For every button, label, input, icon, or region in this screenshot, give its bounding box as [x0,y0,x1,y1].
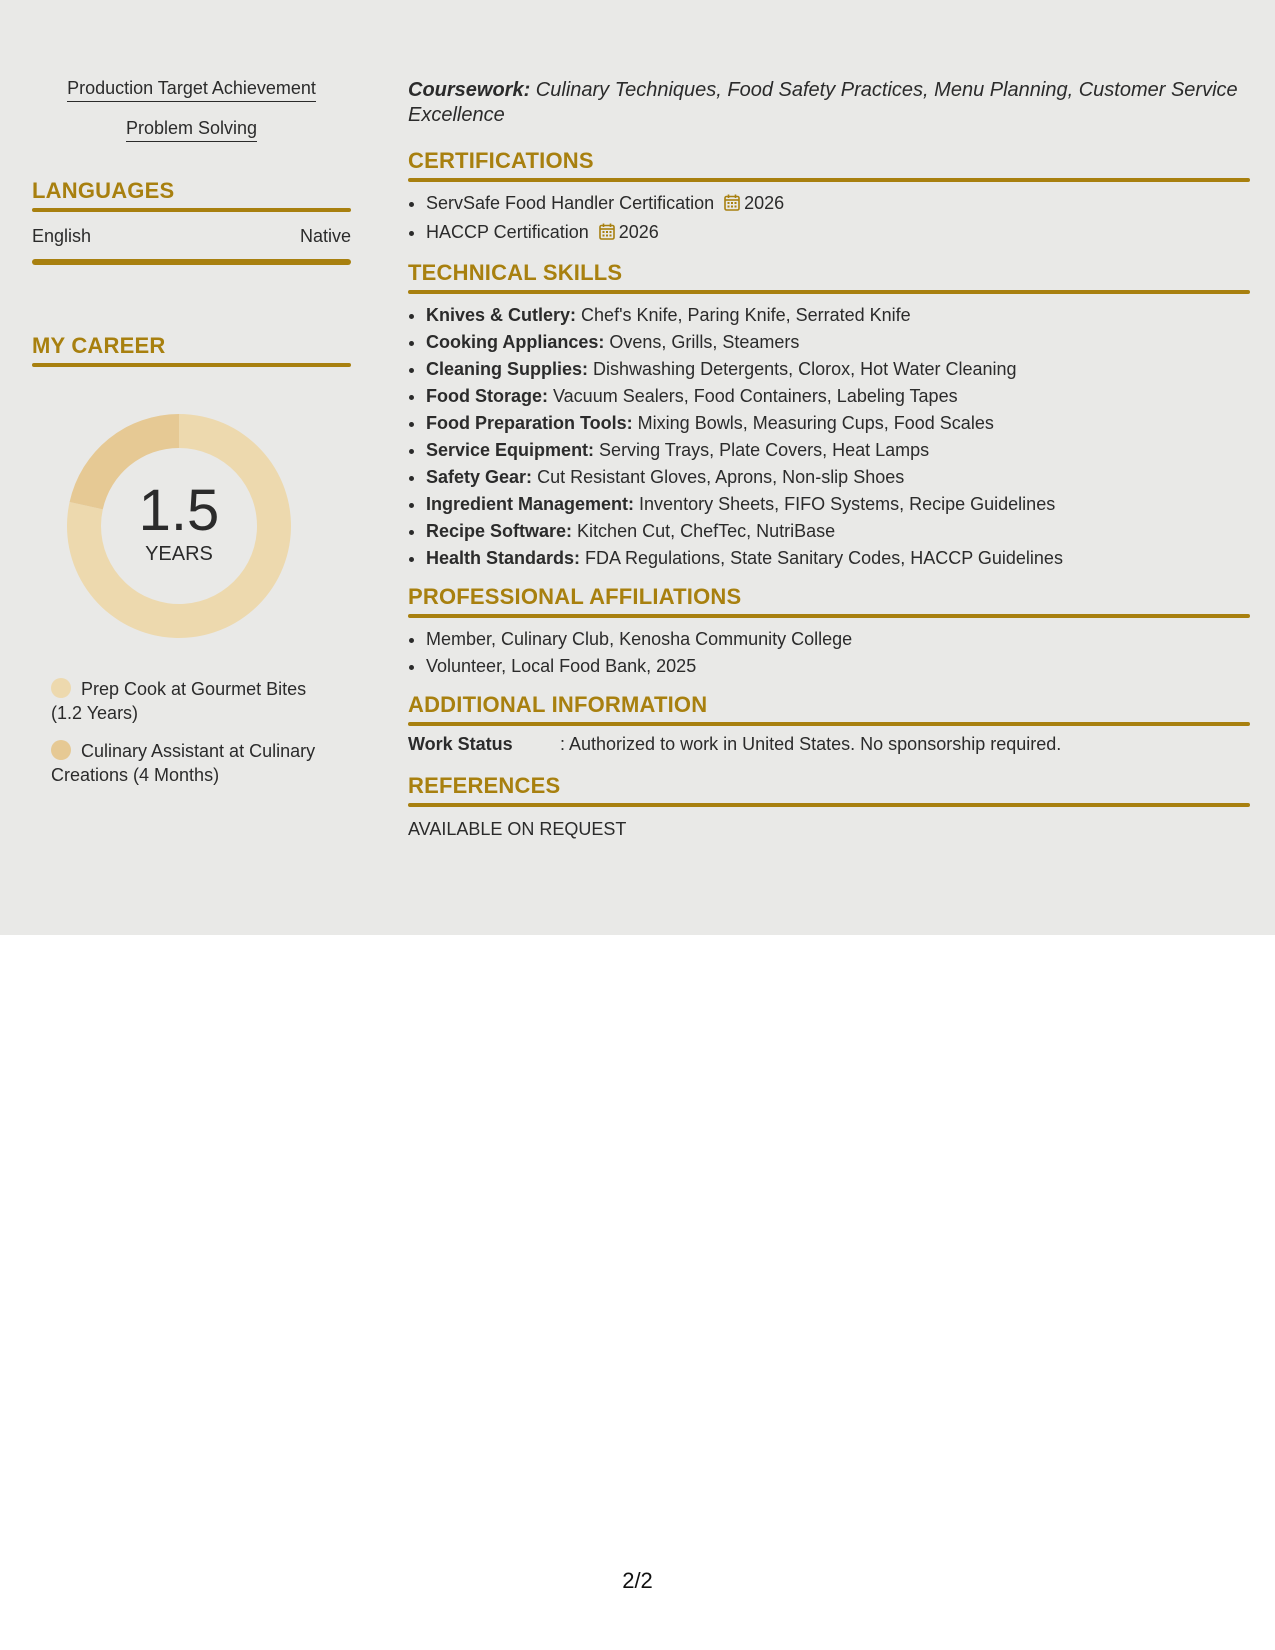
section-rule [32,208,351,212]
donut-center [64,478,294,566]
skill-category: Cooking Appliances: [426,332,605,352]
career-total-unit: YEARS [145,543,213,565]
certification-item [426,219,1250,248]
section-title-career: MY CAREER [32,333,166,358]
section-title-certifications: CERTIFICATIONS [408,148,594,173]
work-status-row [408,734,1250,755]
skill-values: Inventory Sheets, FIFO Systems, Recipe Guidelines [634,494,1056,514]
affiliation-item: • Volunteer, Local Food Bank, 2025 [426,653,1250,680]
skill-values: Vacuum Sealers, Food Containers, Labeling Tapes [548,386,958,406]
skill-item [426,356,1250,383]
skill-category: Health Standards: [426,548,581,568]
coursework [408,78,1250,128]
legend-label: Culinary Assistant at Culinary Creations (4 Months) [51,741,316,785]
legend-item [51,739,341,787]
skill-category: Knives & Cutlery: [426,305,577,325]
skill-item [426,437,1250,464]
page-number: 2/2 [622,1568,653,1593]
coursework-label: Coursework: [408,79,531,101]
career-donut-chart [64,411,294,641]
section-title-references: REFERENCES [408,773,561,798]
section-title-languages: LANGUAGES [32,178,175,203]
references-text: AVAILABLE ON REQUEST [408,819,627,839]
certification-year: 2026 [618,222,659,242]
work-status-value: : Authorized to work in United States. No sponsorship required. [560,734,1062,754]
section-rule [408,614,1250,618]
skill-item [426,302,1250,329]
skill-category: Safety Gear: [426,467,533,487]
coursework-text: Culinary Techniques, Food Safety Practices, Menu Planning, Customer Service Excellence [408,79,1238,126]
legend-dot [51,678,71,698]
languages-section [32,178,351,265]
skill-values: Chef's Knife, Paring Knife, Serrated Knife [576,305,911,325]
right-column [408,78,1250,840]
skill-item [426,464,1250,491]
skill-item [426,329,1250,356]
language-name: English [32,226,92,246]
skill-values: FDA Regulations, State Sanitary Codes, HACCP Guidelines [580,548,1063,568]
certification-name: ServSafe Food Handler Certification [426,193,715,213]
certification-year: 2026 [744,193,785,213]
calendar-icon [599,221,615,248]
left-column [32,78,351,801]
skill-item [426,518,1250,545]
skill-link[interactable]: Production Target Achievement [67,78,316,102]
work-status-label: Work Status [408,734,513,754]
affiliations-list [408,626,1250,680]
certifications-section [408,148,1250,248]
certifications-list [408,190,1250,248]
section-rule [408,722,1250,726]
skill-values: Dishwashing Detergents, Clorox, Hot Water Cleaning [588,359,1017,379]
skill-values: Kitchen Cut, ChefTec, NutriBase [572,521,836,541]
section-rule [408,803,1250,807]
additional-info-section [408,692,1250,755]
skill-item [426,410,1250,437]
skill-link[interactable]: Problem Solving [126,118,257,142]
technical-skills-section [408,260,1250,572]
certification-item [426,190,1250,219]
legend-dot [51,740,71,760]
skill-category: Cleaning Supplies: [426,359,589,379]
skill-item [426,491,1250,518]
career-total-years: 1.5 [138,478,220,543]
language-level: Native [299,226,351,246]
section-title-technical-skills: TECHNICAL SKILLS [408,260,623,285]
references-section [408,773,1250,840]
skill-values: Ovens, Grills, Steamers [604,332,800,352]
skill-category: Food Preparation Tools: [426,413,633,433]
language-proficiency-bar [32,259,351,265]
skill-values: Cut Resistant Gloves, Aprons, Non-slip Shoes [532,467,905,487]
career-section [32,333,351,787]
skill-item [426,383,1250,410]
section-rule [408,178,1250,182]
section-title-additional-info: ADDITIONAL INFORMATION [408,692,708,717]
certification-name: HACCP Certification [426,222,589,242]
section-title-affiliations: PROFESSIONAL AFFILIATIONS [408,584,742,609]
skill-category: Food Storage: [426,386,548,406]
skill-item [426,545,1250,572]
section-rule [408,290,1250,294]
skill-category: Service Equipment: [426,440,595,460]
affiliations-section [408,584,1250,680]
skill-category: Ingredient Management: [426,494,635,514]
language-row [32,226,351,247]
section-rule [32,363,351,367]
skill-values: Serving Trays, Plate Covers, Heat Lamps [594,440,930,460]
technical-skills-list [408,302,1250,572]
legend-label: Prep Cook at Gourmet Bites (1.2 Years) [51,679,307,723]
affiliation-item: • Member, Culinary Club, Kenosha Community College [426,626,1250,653]
skill-values: Mixing Bowls, Measuring Cups, Food Scales [632,413,994,433]
calendar-icon [724,192,740,219]
skill-category: Recipe Software: [426,521,573,541]
legend-item [51,677,341,725]
career-legend [51,677,341,787]
